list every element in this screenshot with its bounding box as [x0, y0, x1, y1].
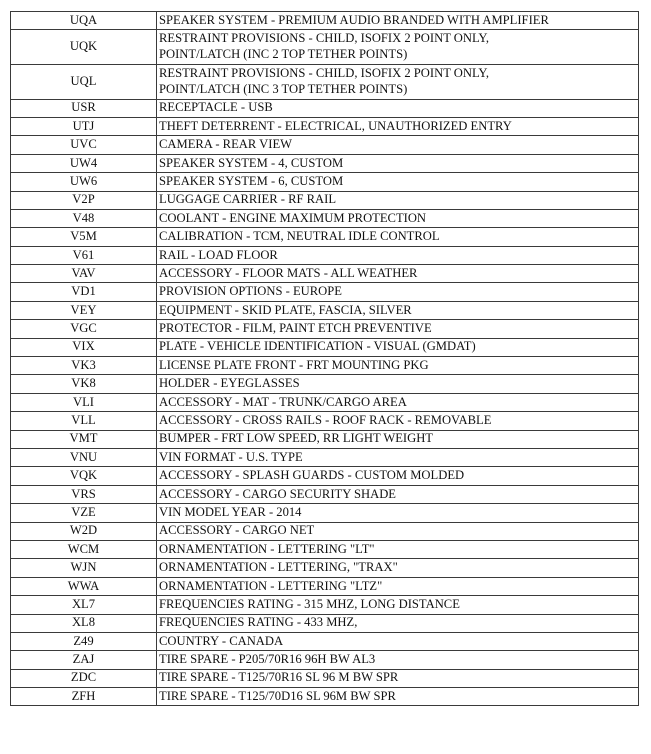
option-code-cell: VEY: [11, 301, 157, 319]
table-row: [11, 596, 639, 614]
table-row: [11, 412, 639, 430]
table-row: [11, 430, 639, 448]
table-row: [11, 449, 639, 467]
option-code-cell: ZDC: [11, 669, 157, 687]
option-code-cell: ZAJ: [11, 651, 157, 669]
table-row: [11, 467, 639, 485]
table-row: [11, 12, 639, 30]
table-row: [11, 504, 639, 522]
option-code-cell: XL7: [11, 596, 157, 614]
option-code-cell: VLI: [11, 393, 157, 411]
table-row: [11, 246, 639, 264]
option-code-cell: VGC: [11, 320, 157, 338]
option-description-cell: VIN FORMAT - U.S. TYPE: [157, 449, 639, 467]
table-row: [11, 338, 639, 356]
table-row: [11, 301, 639, 319]
option-description-cell: ORNAMENTATION - LETTERING, "TRAX": [157, 559, 639, 577]
option-description-cell: TIRE SPARE - P205/70R16 96H BW AL3: [157, 651, 639, 669]
option-description-cell: ACCESSORY - CROSS RAILS - ROOF RACK - REMOVABLE: [157, 412, 639, 430]
table-row: [11, 136, 639, 154]
table-row: [11, 117, 639, 135]
option-code-cell: UTJ: [11, 117, 157, 135]
option-code-cell: UW6: [11, 173, 157, 191]
table-row: [11, 320, 639, 338]
option-code-cell: VIX: [11, 338, 157, 356]
option-codes-table: [10, 11, 639, 706]
option-code-cell: WCM: [11, 540, 157, 558]
table-row: [11, 173, 639, 191]
option-description-cell: SPEAKER SYSTEM - 6, CUSTOM: [157, 173, 639, 191]
option-code-cell: UQL: [11, 64, 157, 99]
option-code-cell: VQK: [11, 467, 157, 485]
option-description-cell: FREQUENCIES RATING - 315 MHZ, LONG DISTANCE: [157, 596, 639, 614]
table-row: [11, 522, 639, 540]
table-row: [11, 577, 639, 595]
table-row: [11, 357, 639, 375]
option-code-cell: Z49: [11, 632, 157, 650]
table-row: [11, 99, 639, 117]
option-description-cell: CALIBRATION - TCM, NEUTRAL IDLE CONTROL: [157, 228, 639, 246]
option-code-cell: VNU: [11, 449, 157, 467]
option-code-cell: WWA: [11, 577, 157, 595]
option-description-cell: COOLANT - ENGINE MAXIMUM PROTECTION: [157, 209, 639, 227]
option-description-cell: EQUIPMENT - SKID PLATE, FASCIA, SILVER: [157, 301, 639, 319]
option-code-cell: VZE: [11, 504, 157, 522]
option-description-cell: RESTRAINT PROVISIONS - CHILD, ISOFIX 2 POINT ONLY, POINT/LATCH (INC 3 TOP TETHER POINTS): [157, 64, 639, 99]
option-description-cell: VIN MODEL YEAR - 2014: [157, 504, 639, 522]
option-description-cell: ACCESSORY - MAT - TRUNK/CARGO AREA: [157, 393, 639, 411]
table-row: [11, 632, 639, 650]
table-row: [11, 154, 639, 172]
option-description-cell: LUGGAGE CARRIER - RF RAIL: [157, 191, 639, 209]
option-description-cell: SPEAKER SYSTEM - 4, CUSTOM: [157, 154, 639, 172]
table-row: [11, 191, 639, 209]
table-row: [11, 393, 639, 411]
option-code-cell: V2P: [11, 191, 157, 209]
option-description-cell: HOLDER - EYEGLASSES: [157, 375, 639, 393]
option-code-cell: VLL: [11, 412, 157, 430]
table-row: [11, 614, 639, 632]
option-description-cell: PLATE - VEHICLE IDENTIFICATION - VISUAL (GMDAT): [157, 338, 639, 356]
option-description-cell: ORNAMENTATION - LETTERING "LT": [157, 540, 639, 558]
table-row: [11, 540, 639, 558]
option-description-cell: TIRE SPARE - T125/70D16 SL 96M BW SPR: [157, 688, 639, 706]
option-code-cell: UQA: [11, 12, 157, 30]
table-row: [11, 651, 639, 669]
table-row: [11, 30, 639, 65]
option-description-cell: FREQUENCIES RATING - 433 MHZ,: [157, 614, 639, 632]
option-code-cell: W2D: [11, 522, 157, 540]
option-description-cell: PROTECTOR - FILM, PAINT ETCH PREVENTIVE: [157, 320, 639, 338]
table-row: [11, 265, 639, 283]
option-code-cell: UVC: [11, 136, 157, 154]
option-code-cell: V5M: [11, 228, 157, 246]
option-code-cell: USR: [11, 99, 157, 117]
table-row: [11, 559, 639, 577]
table-row: [11, 64, 639, 99]
option-description-cell: RESTRAINT PROVISIONS - CHILD, ISOFIX 2 POINT ONLY, POINT/LATCH (INC 2 TOP TETHER POINTS): [157, 30, 639, 65]
table-row: [11, 283, 639, 301]
option-description-cell: ORNAMENTATION - LETTERING "LTZ": [157, 577, 639, 595]
option-code-cell: V48: [11, 209, 157, 227]
option-code-cell: UW4: [11, 154, 157, 172]
option-description-cell: BUMPER - FRT LOW SPEED, RR LIGHT WEIGHT: [157, 430, 639, 448]
option-description-cell: RAIL - LOAD FLOOR: [157, 246, 639, 264]
option-description-cell: THEFT DETERRENT - ELECTRICAL, UNAUTHORIZED ENTRY: [157, 117, 639, 135]
option-description-cell: SPEAKER SYSTEM - PREMIUM AUDIO BRANDED WITH AMPLIFIER: [157, 12, 639, 30]
option-code-cell: VK8: [11, 375, 157, 393]
option-code-cell: XL8: [11, 614, 157, 632]
option-description-cell: ACCESSORY - CARGO SECURITY SHADE: [157, 485, 639, 503]
option-code-cell: VD1: [11, 283, 157, 301]
option-code-cell: VMT: [11, 430, 157, 448]
table-row: [11, 485, 639, 503]
table-row: [11, 209, 639, 227]
option-code-cell: VAV: [11, 265, 157, 283]
option-description-cell: COUNTRY - CANADA: [157, 632, 639, 650]
option-description-cell: ACCESSORY - SPLASH GUARDS - CUSTOM MOLDED: [157, 467, 639, 485]
option-code-cell: VRS: [11, 485, 157, 503]
table-row: [11, 228, 639, 246]
option-description-cell: ACCESSORY - CARGO NET: [157, 522, 639, 540]
table-row: [11, 688, 639, 706]
option-code-cell: V61: [11, 246, 157, 264]
option-description-cell: LICENSE PLATE FRONT - FRT MOUNTING PKG: [157, 357, 639, 375]
option-description-cell: TIRE SPARE - T125/70R16 SL 96 M BW SPR: [157, 669, 639, 687]
option-code-cell: ZFH: [11, 688, 157, 706]
option-code-cell: UQK: [11, 30, 157, 65]
option-description-cell: RECEPTACLE - USB: [157, 99, 639, 117]
option-codes-body: [11, 12, 639, 706]
option-description-cell: PROVISION OPTIONS - EUROPE: [157, 283, 639, 301]
table-row: [11, 375, 639, 393]
option-description-cell: ACCESSORY - FLOOR MATS - ALL WEATHER: [157, 265, 639, 283]
table-row: [11, 669, 639, 687]
option-code-cell: WJN: [11, 559, 157, 577]
option-description-cell: CAMERA - REAR VIEW: [157, 136, 639, 154]
option-code-cell: VK3: [11, 357, 157, 375]
